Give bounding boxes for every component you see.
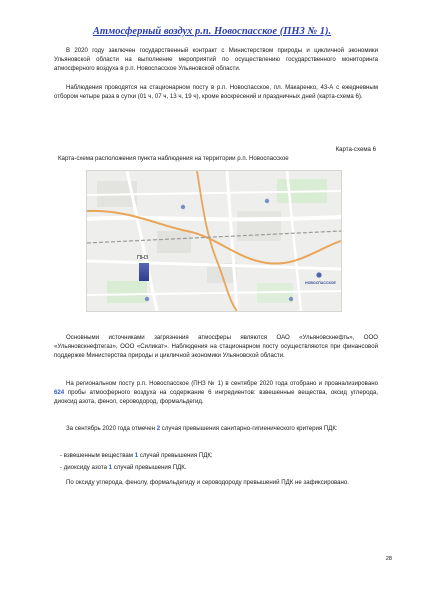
exceedances-text-before: За сентябрь 2020 года отмечен [66,425,157,432]
location-map [86,170,342,312]
station-marker [139,263,149,281]
station-label: ПНЗ [137,255,149,261]
bullet-count: 1 [108,464,113,471]
map-caption-title: Карта-схема расположения пункта наблюдения на территории р.п. Новоспасское [58,155,289,162]
paragraph-samples [54,379,378,406]
bullet-text-after: случай превышения ПДК; [138,452,213,459]
paragraph-contract: В 2020 году заключен государственный контракт с Министерством природы и цикличной экономики Ульяновской области на выполнение мероприятий по осуществлению государственного мониторинга атмосферного воздуха в р.п. Новоспасское Ульяновской области. [54,47,378,72]
paragraph-exceedances [54,424,378,433]
exceedances-text-after: случая превышения санитарно-гигиенического критерия ПДК: [160,425,338,432]
map-graphic [87,171,341,311]
bullet-text-after: случай превышения ПДК. [112,464,187,471]
bullet-suspended-matter [60,451,378,460]
paragraph-observations: Наблюдения проводятся на стационарном посту в р.п. Новоспасское, пл. Макаренко, 43-А с ежедневным отбором четыре раза в сутки (01 ч, 07 ч, 13 ч, 19 ч), кроме воскресений и праздничных дней (карта-схема 6). [54,84,378,100]
bullet-nitrogen-dioxide [60,463,378,472]
map-caption-number: Карта-схема 6 [335,146,376,153]
map-place-label: НОВОСПАССКОЕ [305,281,336,285]
exceedances-count: 2 [156,425,161,432]
bullet-text-before: - диоксиду азота [60,464,109,471]
paragraph-sources: Основными источниками загрязнения атмосферы являются ОАО «Ульяновскнефть», ООО «Ульяновскнефтегаз», ООО «Силикат». Наблюдения на стационарном посту осуществляются при финансовой поддержке Министерства природы и цикличной экономики Ульяновской области. [54,334,378,359]
samples-count: 624 [54,389,65,396]
bullet-count: 1 [134,452,139,459]
page-number: 28 [385,556,392,562]
samples-text-before: На региональном посту р.п. Новоспасское (ПНЗ № 1) в сентябре 2020 года отобрано и проанализировано [66,380,378,387]
samples-text-after: пробы атмосферного воздуха на содержание 6 ингредиентов: взвешенные вещества, оксид углерода, диоксид азота, фенол, сероводород, формальдегид. [54,389,378,405]
bullet-text-before: - взвешенным веществам [60,452,135,459]
page-title: Атмосферный воздух р.п. Новоспасское (ПНЗ № 1). [92,26,332,37]
paragraph-no-exceedances: По оксиду углерода, фенолу, формальдегиду и сероводороду превышений ПДК не зафиксировано. [66,479,349,486]
